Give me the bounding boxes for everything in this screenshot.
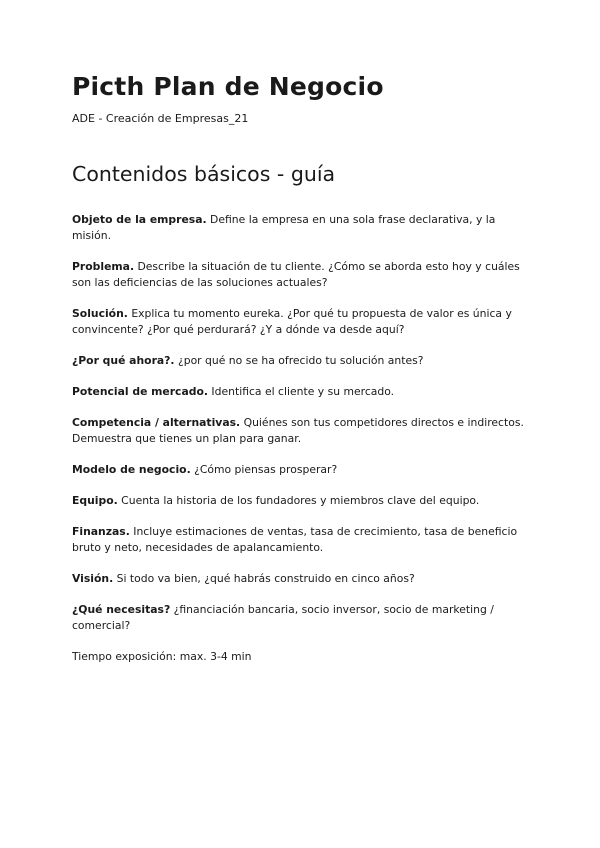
item-label: Visión. (72, 572, 114, 585)
item-text: ¿Cómo piensas prosperar? (190, 463, 338, 476)
guide-item-finanzas (72, 524, 532, 556)
item-text: Quiénes son tus competidores directos e indirectos. Demuestra que tienes un plan para ganar. (72, 416, 524, 445)
item-label: Equipo. (72, 494, 118, 507)
guide-item-objeto (72, 212, 532, 244)
page-subtitle: ADE - Creación de Empresas_21 (72, 112, 249, 125)
guide-item-potencial-mercado (72, 384, 532, 400)
item-label: Problema. (72, 260, 135, 273)
item-label: Solución. (72, 307, 128, 320)
guide-item-modelo-negocio (72, 462, 532, 478)
guide-list (72, 212, 532, 665)
guide-item-equipo (72, 493, 532, 509)
guide-item-por-que-ahora (72, 353, 532, 369)
page-title: Picth Plan de Negocio (72, 72, 384, 101)
guide-item-competencia (72, 415, 532, 447)
item-label: Competencia / alternativas. (72, 416, 241, 429)
item-label: Modelo de negocio. (72, 463, 191, 476)
item-label: Potencial de mercado. (72, 385, 208, 398)
item-text: Cuenta la historia de los fundadores y miembros clave del equipo. (117, 494, 480, 507)
item-text: Si todo va bien, ¿qué habrás construido en cinco años? (113, 572, 415, 585)
item-label: Objeto de la empresa. (72, 213, 207, 226)
item-text: ¿por qué no se ha ofrecido tu solución antes? (174, 354, 424, 367)
item-label: Finanzas. (72, 525, 130, 538)
item-text: ¿financiación bancaria, socio inversor, socio de marketing / comercial? (72, 603, 494, 632)
item-text: Describe la situación de tu cliente. ¿Cómo se aborda esto hoy y cuáles son las deficiencias de las soluciones actuales? (72, 260, 520, 289)
guide-item-solucion (72, 306, 532, 338)
guide-item-que-necesitas (72, 602, 532, 634)
item-text: Explica tu momento eureka. ¿Por qué tu propuesta de valor es única y convincente? ¿Por qué perdurará? ¿Y a dónde va desde aquí? (72, 307, 512, 336)
item-text: Define la empresa en una sola frase declarativa, y la misión. (72, 213, 496, 242)
section-title: Contenidos básicos - guía (72, 162, 336, 186)
guide-item-problema (72, 259, 532, 291)
item-text: Incluye estimaciones de ventas, tasa de crecimiento, tasa de beneficio bruto y neto, necesidades de apalancamiento. (72, 525, 518, 554)
item-label: ¿Qué necesitas? (72, 603, 171, 616)
guide-item-vision (72, 571, 532, 587)
item-text: Identifica el cliente y su mercado. (208, 385, 395, 398)
item-label: ¿Por qué ahora?. (72, 354, 175, 367)
exposure-time-note: Tiempo exposición: max. 3-4 min (72, 650, 252, 663)
